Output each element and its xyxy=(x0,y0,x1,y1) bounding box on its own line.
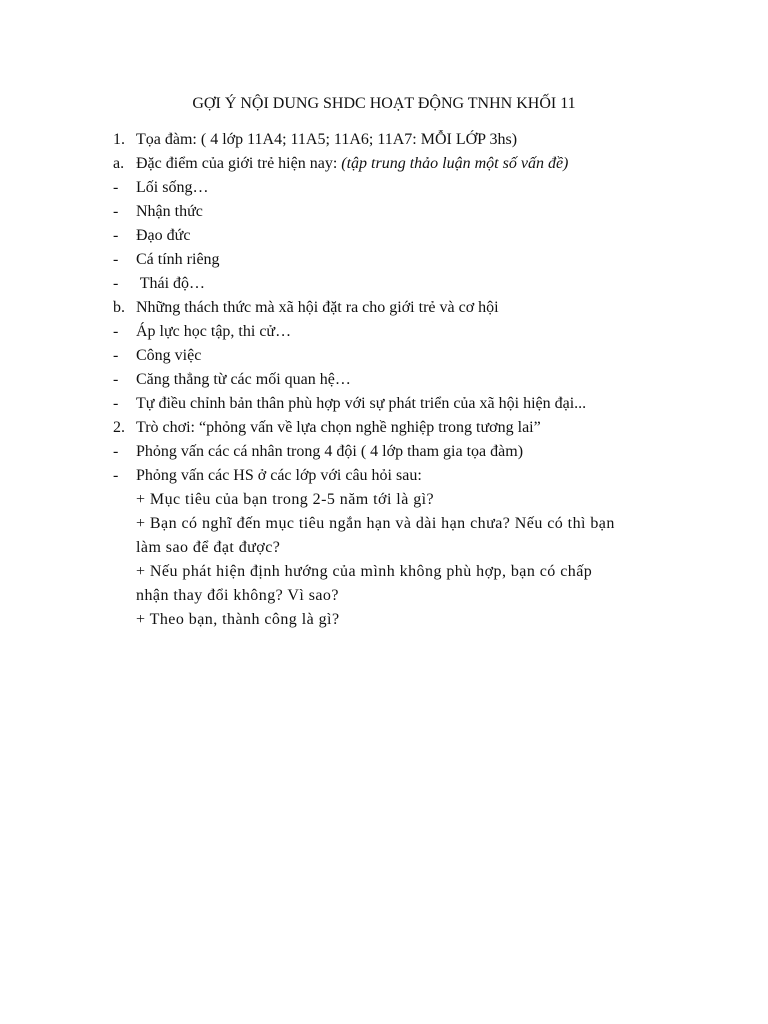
list-text: Áp lực học tập, thi cử… xyxy=(136,323,292,340)
list-text: Đạo đức xyxy=(136,227,191,244)
list-text: Lối sống… xyxy=(136,179,209,196)
list-text: Tự điều chỉnh bản thân phù hợp với sự phát triển của xã hội hiện đại... xyxy=(136,395,587,412)
question-line: + Bạn có nghĩ đến mục tiêu ngắn hạn và dài hạn chưa? Nếu có thì bạn xyxy=(136,515,615,532)
list-marker: - xyxy=(113,347,119,364)
list-text xyxy=(136,152,568,176)
list-marker: - xyxy=(113,371,119,388)
list-text: Căng thẳng từ các mối quan hệ… xyxy=(136,371,351,388)
list-text: Công việc xyxy=(136,347,202,364)
list-text-main: Đặc điểm của giới trẻ hiện nay: xyxy=(136,155,342,172)
list-marker: - xyxy=(113,323,119,340)
list-text-emphasis: (tập trung thảo luận một số vấn đề) xyxy=(341,155,569,172)
list-marker: - xyxy=(113,443,119,460)
list-text: Phỏng vấn các HS ở các lớp với câu hỏi sau: xyxy=(136,467,422,484)
question-line: làm sao để đạt được? xyxy=(136,539,281,556)
question-line: + Mục tiêu của bạn trong 2-5 năm tới là gì? xyxy=(136,491,435,508)
question-line: nhận thay đổi không? Vì sao? xyxy=(136,587,339,604)
list-text: Nhận thức xyxy=(136,203,203,220)
list-text: Trò chơi: “phỏng vấn về lựa chọn nghề nghiệp trong tương lai” xyxy=(136,419,541,436)
list-marker: 1. xyxy=(113,131,125,148)
list-marker: - xyxy=(113,275,119,292)
list-text: Những thách thức mà xã hội đặt ra cho giới trẻ và cơ hội xyxy=(136,299,499,316)
list-text: Cá tính riêng xyxy=(136,251,220,268)
list-marker: - xyxy=(113,467,119,484)
list-marker: - xyxy=(113,227,119,244)
document-title: GỢI Ý NỘI DUNG SHDC HOẠT ĐỘNG TNHN KHỐI 11 xyxy=(192,95,576,112)
list-marker: - xyxy=(113,179,119,196)
list-marker: a. xyxy=(113,155,125,172)
list-marker: - xyxy=(113,251,119,268)
list-marker: 2. xyxy=(113,419,125,436)
list-marker: b. xyxy=(113,299,125,316)
list-marker: - xyxy=(113,203,119,220)
list-text: Tọa đàm: ( 4 lớp 11A4; 11A5; 11A6; 11A7: MỖI LỚP 3hs) xyxy=(136,131,518,148)
list-text: Phỏng vấn các cá nhân trong 4 đội ( 4 lớp tham gia tọa đàm) xyxy=(136,443,524,460)
question-line: + Nếu phát hiện định hướng của mình không phù hợp, bạn có chấp xyxy=(136,563,593,580)
list-marker: - xyxy=(113,395,119,412)
list-text: Thái độ… xyxy=(136,275,206,292)
question-line: + Theo bạn, thành công là gì? xyxy=(136,611,340,628)
